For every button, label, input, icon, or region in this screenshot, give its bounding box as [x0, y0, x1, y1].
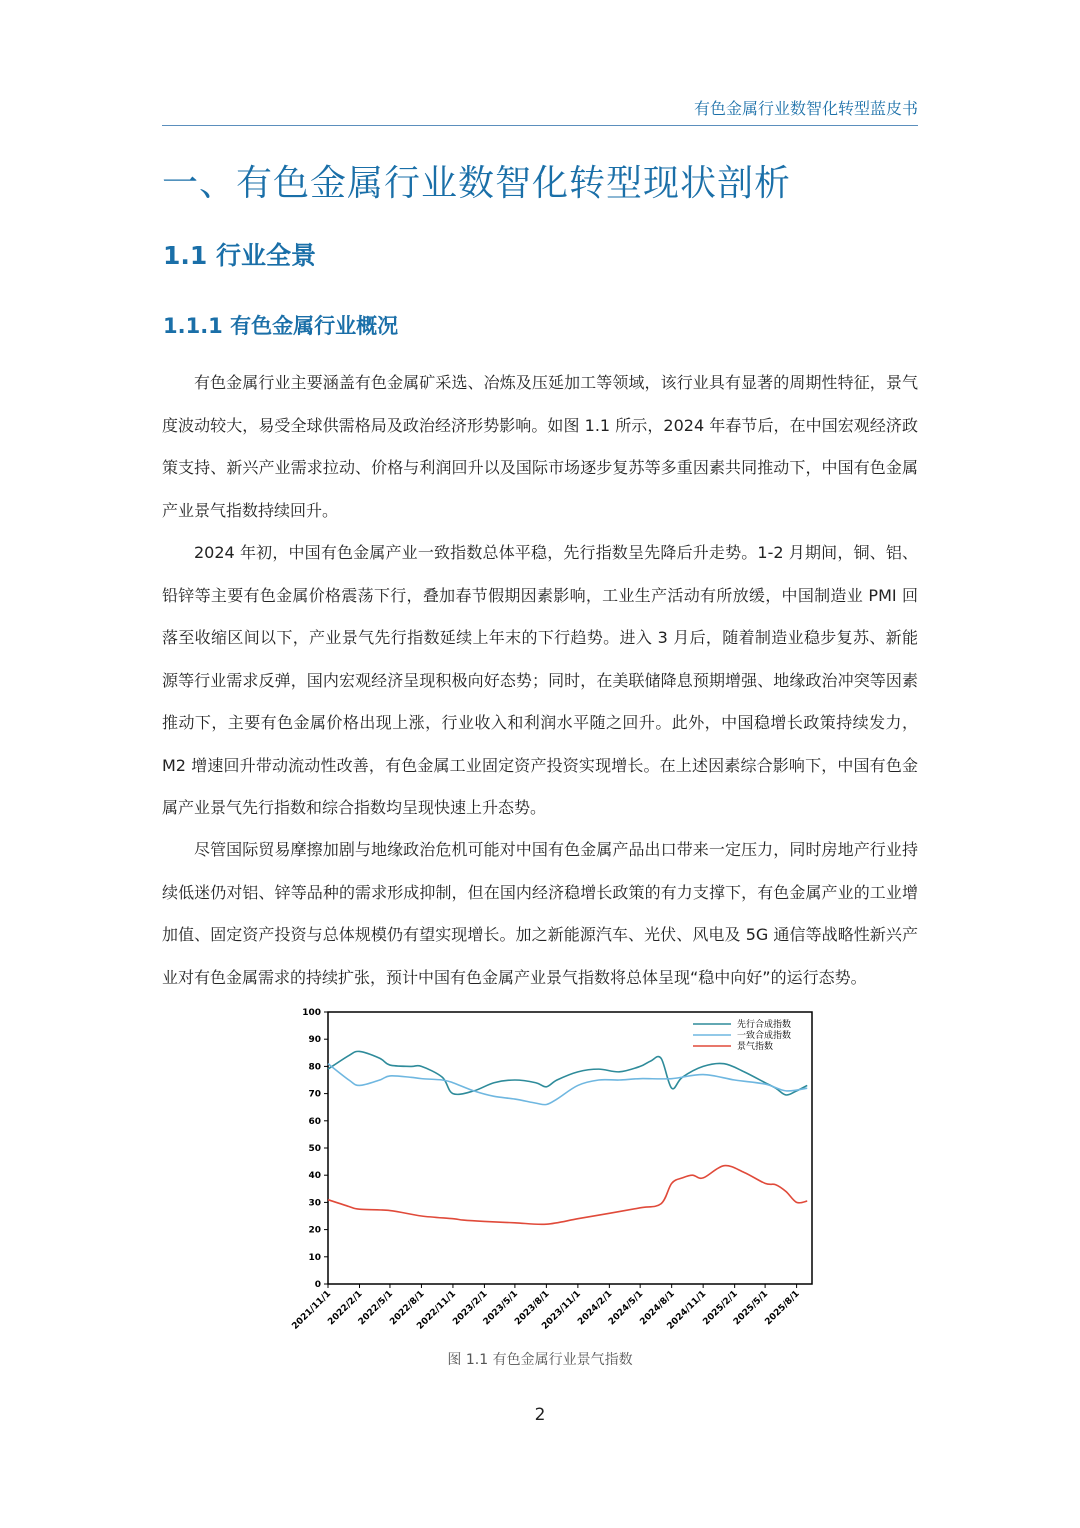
- running-header-title: 有色金属行业数智化转型蓝皮书: [693, 99, 918, 118]
- figure-caption: 图 1.1 有色金属行业景气指数: [447, 1352, 633, 1368]
- y-tick-label: 20: [308, 1225, 321, 1236]
- line-chart: [285, 1000, 825, 1345]
- legend-label: 一致合成指数: [737, 1031, 792, 1041]
- x-tick-label: 2022/5/1: [356, 1289, 396, 1328]
- x-tick-label: 2022/2/1: [326, 1289, 365, 1328]
- chapter-heading: 一、有色金属行业数智化转型现状剖析: [162, 163, 792, 204]
- y-tick-label: 50: [308, 1144, 321, 1154]
- prosperity-index-line: [328, 1166, 807, 1225]
- figure-chart: [285, 1000, 825, 1345]
- x-tick-label: 2022/11/1: [415, 1289, 459, 1332]
- y-tick-label: 60: [308, 1116, 321, 1127]
- x-tick-label: 2021/11/1: [290, 1289, 334, 1332]
- header-divider: [162, 125, 918, 126]
- x-tick-label: 2023/8/1: [513, 1289, 552, 1328]
- x-tick-label: 2023/5/1: [481, 1289, 521, 1328]
- section-heading: 1.1 行业全景: [163, 241, 316, 270]
- y-tick-label: 100: [302, 1008, 321, 1018]
- subsection-heading: 1.1.1 有色金属行业概况: [163, 314, 399, 338]
- x-tick-label: 2025/8/1: [763, 1289, 802, 1328]
- page-number: 2: [534, 1405, 546, 1425]
- x-tick-label: 2024/5/1: [606, 1289, 646, 1328]
- paragraph-2: 2024 年初，中国有色金属产业一致指数总体平稳，先行指数呈先降后升走势。1-2 月期间，铜、铝、铅锌等主要有色金属价格震荡下行，叠加春节假期因素影响，工业生产活动有所放缓，中国制造业 PMI 回落至收缩区间以下，产业景气先行指数延续上年末的下行趋势。进入 3 月后，随着制造业稳步复苏、新能源等行业需求反弹，国内宏观经济呈现积极向好态势；同时，在美联储降息预期增强、地缘政治冲突等因素推动下，主要有色金属价格出现上涨，行业收入和利润水平随之回升。此外，中国稳增长政策持续发力，M2 增速回升带动流动性改善，有色金属工业固定资产投资实现增长。在上述因素综合影响下，中国有色金属产业景气先行指数和综合指数均呈现快速上升态势。: [162, 543, 918, 817]
- x-tick-label: 2024/2/1: [576, 1289, 615, 1328]
- paragraph-3: 尽管国际贸易摩擦加剧与地缘政治危机可能对中国有色金属产品出口带来一定压力，同时房地产行业持续低迷仍对铝、锌等品种的需求形成抑制，但在国内经济稳增长政策的有力支撑下，有色金属产业的工业增加值、固定资产投资与总体规模仍有望实现增长。加之新能源汽车、光伏、风电及 5G 通信等战略性新兴产业对有色金属需求的持续扩张，预计中国有色金属产业景气指数将总体呈现“稳中向好”的运行态势。: [162, 840, 918, 987]
- x-tick-label: 2025/5/1: [731, 1289, 771, 1328]
- y-tick-label: 70: [308, 1089, 321, 1100]
- y-tick-label: 40: [308, 1171, 321, 1182]
- y-tick-label: 10: [308, 1252, 321, 1263]
- y-tick-label: 80: [308, 1062, 321, 1073]
- x-tick-label: 2024/8/1: [638, 1289, 677, 1328]
- legend-label: 先行合成指数: [737, 1020, 792, 1030]
- legend-label: 景气指数: [737, 1042, 774, 1052]
- leading-index-line: [328, 1051, 807, 1095]
- x-tick-label: 2022/8/1: [388, 1289, 427, 1328]
- x-tick-label: 2023/11/1: [540, 1289, 583, 1332]
- x-tick-label: 2025/2/1: [701, 1289, 740, 1328]
- x-tick-label: 2024/11/1: [665, 1289, 709, 1332]
- y-tick-label: 30: [308, 1198, 321, 1209]
- y-tick-label: 90: [308, 1035, 321, 1046]
- y-tick-label: 0: [314, 1280, 321, 1290]
- paragraph-1: 有色金属行业主要涵盖有色金属矿采选、冶炼及压延加工等领域，该行业具有显著的周期性特征，景气度波动较大，易受全球供需格局及政治经济形势影响。如图 1.1 所示，2024 年春节后，在中国宏观经济政策支持、新兴产业需求拉动、价格与利润回升以及国际市场逐步复苏等多重因素共同推动下，中国有色金属产业景气指数持续回升。: [162, 373, 918, 520]
- coincident-index-line: [328, 1064, 807, 1105]
- plot-frame: [328, 1012, 812, 1284]
- x-tick-label: 2023/2/1: [451, 1289, 490, 1328]
